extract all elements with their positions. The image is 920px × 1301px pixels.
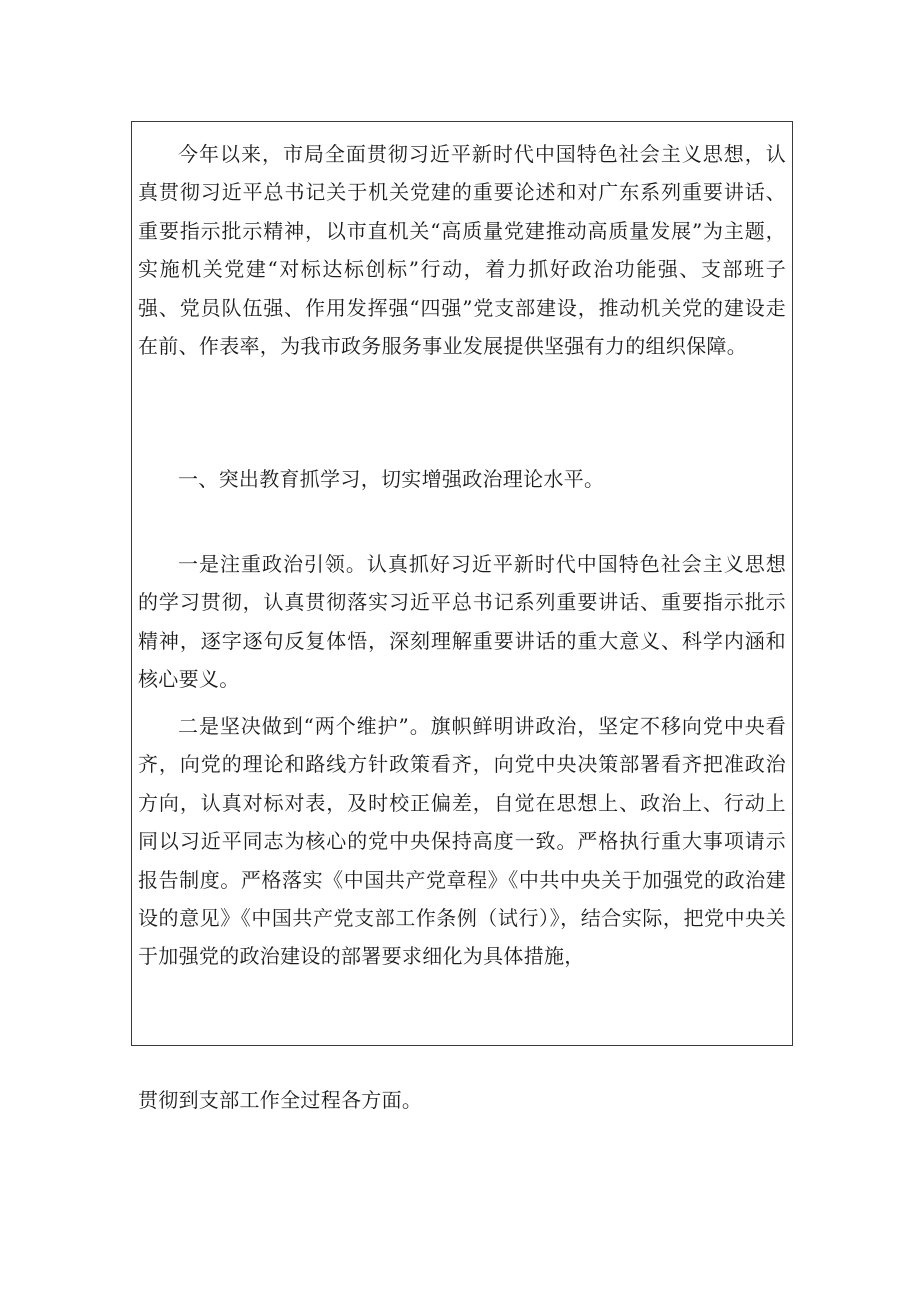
section-heading: 一、突出教育抓学习，切实增强政治理论水平。 — [178, 467, 605, 491]
paragraph-intro: 今年以来，市局全面贯彻习近平新时代中国特色社会主义思想，认真贯彻习近平总书记关于机关党建的重要论述和对广东系列重要讲话、重要指示批示精神，以市直机关“高质量党建推动高质量发展”为主题，实施机关党建“对标达标创标”行动，着力抓好政治功能强、支部班子强、党员队伍强、作用发挥强“四强”党支部建设，推动机关党的建设走在前、作表率，为我市政务服务事业发展提供坚强有力的组织保障。 — [138, 142, 786, 359]
paragraph-continuation: 贯彻到支部工作全过程各方面。 — [138, 1088, 423, 1112]
paragraph-political-guidance: 一是注重政治引领。认真抓好习近平新时代中国特色社会主义思想的学习贯彻，认真贯彻落实习近平总书记系列重要讲话、重要指示批示精神，逐字逐句反复体悟，深刻理解重要讲话的重大意义、科学内涵和核心要义。 — [138, 552, 786, 692]
paragraph-two-safeguards: 二是坚决做到“两个维护”。旗帜鲜明讲政治，坚定不移向党中央看齐，向党的理论和路线方针政策看齐，向党中央决策部署看齐把准政治方向，认真对标对表，及时校正偏差，自觉在思想上、政治上、行动上同以习近平同志为核心的党中央保持高度一致。严格执行重大事项请示报告制度。严格落实《中国共产党章程》《中共中央关于加强党的政治建设的意见》《中国共产党支部工作条例（试行）》，结合实际，把党中央关于加强党的政治建设的部署要求细化为具体措施， — [138, 714, 786, 969]
